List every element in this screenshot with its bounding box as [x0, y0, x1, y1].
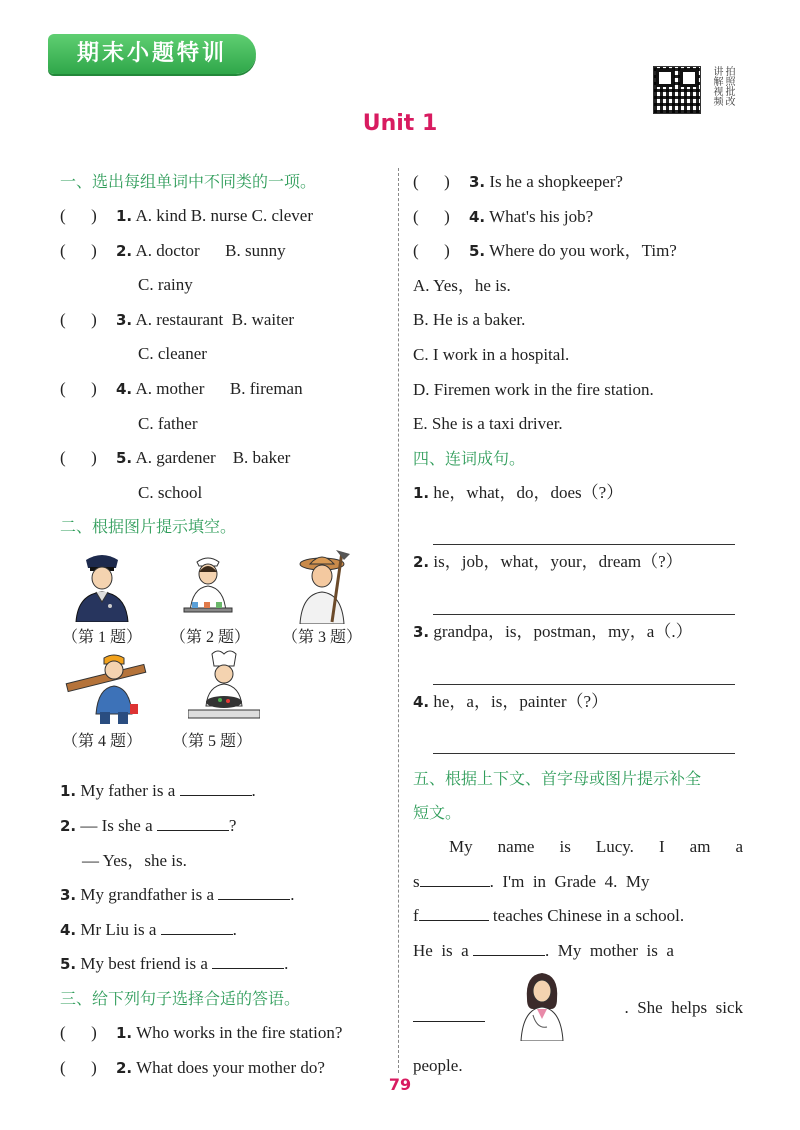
initial-letter: f [413, 906, 419, 926]
item-number: 2. [116, 241, 133, 260]
passage-text: . She helps sick [624, 997, 743, 1017]
answer-blank[interactable] [473, 941, 545, 956]
passage-line [413, 865, 743, 900]
fill-sentence [60, 844, 390, 879]
chef-picture [188, 650, 260, 722]
list-item: ( ) 3. A. restaurant B. waiter [60, 309, 295, 329]
fill-sentence [60, 947, 390, 982]
sentence-end: . [290, 885, 295, 905]
passage-text: . My mother is a [544, 940, 674, 960]
list-item [413, 615, 743, 650]
item-number: 3. [116, 310, 133, 329]
answer-blank[interactable] [157, 816, 229, 831]
fill-sentence [60, 913, 390, 948]
question-text: What does your mother do? [136, 1057, 325, 1077]
doctor-picture [517, 969, 567, 1046]
list-item: ( ) 4. A. mother B. fireman [60, 378, 303, 398]
item-number: 3. [469, 173, 486, 191]
column-divider [398, 168, 399, 1073]
right-column [413, 165, 743, 1083]
list-item: ( ) 4. What's his job? [413, 206, 594, 226]
section4-heading: 四、连词成句。 [413, 448, 526, 468]
sentence-end: . [251, 781, 256, 801]
list-item: ( ) 1. Who works in the fire station? [60, 1022, 343, 1042]
item-number: 4. [469, 207, 486, 226]
item-number: 5. [469, 242, 486, 261]
section5-heading-cont: 短文。 [413, 803, 462, 823]
passage-text: He is a [413, 940, 469, 960]
policeman-picture [72, 550, 132, 622]
sentence-text: My best friend is a [80, 954, 208, 974]
list-item: ( ) 2. What does your mother do? [60, 1057, 325, 1077]
passage-text: teaches Chinese in a school. [492, 906, 685, 926]
sentence-text: — Is she a [80, 815, 153, 835]
word-list: grandpa，is，postman，my，a（.） [433, 621, 693, 641]
item-options-cont: C. rainy [138, 275, 193, 295]
list-item [413, 545, 743, 580]
list-item [413, 685, 743, 720]
answer-line[interactable] [433, 719, 735, 754]
item-options: A. restaurant B. waiter [135, 309, 295, 329]
list-item: ( ) 5. Where do you work，Tim? [413, 241, 677, 261]
answer-option: D. Firemen work in the fire station. [413, 379, 654, 399]
section2-heading: 二、根据图片提示填空。 [60, 517, 237, 537]
cloze-passage [413, 830, 743, 1083]
item-number: 1. [60, 782, 77, 801]
fill-sentence [60, 809, 390, 844]
picture-caption: （第 4 题） [62, 733, 143, 751]
farmer-picture [292, 548, 354, 624]
passage-line [413, 969, 743, 1049]
answer-blank[interactable] [419, 906, 489, 921]
page-number: 79 [388, 1075, 412, 1094]
answer-option: E. She is a taxi driver. [413, 414, 563, 434]
item-options-cont: C. school [138, 482, 203, 502]
section1-heading: 一、选出每组单词中不同类的一项。 [60, 172, 317, 191]
section3-heading: 三、给下列句子选择合适的答语。 [60, 988, 301, 1008]
builder-picture [64, 652, 148, 724]
answer-line[interactable] [433, 580, 735, 615]
picture-caption: （第 2 题） [170, 629, 251, 647]
item-number: 2. [60, 816, 77, 835]
left-column [60, 165, 390, 1085]
answer-blank[interactable] [413, 1007, 485, 1022]
fill-sentence [60, 878, 390, 913]
passage-line: people. [413, 1055, 463, 1075]
item-options-cont: C. cleaner [138, 344, 207, 364]
answer-option: A. Yes，he is. [413, 275, 511, 295]
picture-caption: （第 1 题） [62, 629, 143, 647]
item-options: A. doctor B. sunny [135, 240, 286, 260]
passage-line [413, 899, 743, 934]
section5-heading: 五、根据上下文、首字母或图片提示补全 [413, 769, 702, 789]
list-item: ( ) 5. A. gardener B. baker [60, 448, 291, 468]
question-text: Is he a shopkeeper? [489, 172, 623, 191]
sentence-text: Mr Liu is a [80, 919, 157, 939]
item-number: 5. [60, 955, 77, 974]
question-text: Where do you work，Tim? [489, 241, 677, 261]
question-text: What's his job? [489, 206, 594, 226]
sentence-text: My grandfather is a [80, 885, 214, 905]
word-list: he，a，is，painter（?） [433, 691, 609, 711]
waitress-picture [180, 552, 236, 620]
item-options: A. kind B. nurse C. clever [135, 206, 313, 225]
item-options: A. gardener B. baker [135, 448, 291, 468]
fill-sentence [60, 774, 390, 809]
passage-text: . I'm in Grade 4. My [489, 871, 650, 891]
sentence-text: My father is a [80, 781, 176, 801]
word-list: is，job，what，your，dream（?） [433, 552, 683, 572]
item-number: 3. [60, 886, 77, 905]
item-options: A. mother B. fireman [135, 378, 303, 398]
qr-caption: 拍照批改讲解视频 [711, 66, 734, 106]
passage-line: My name is Lucy. I am a [449, 837, 743, 857]
picture-caption: （第 3 题） [282, 629, 363, 647]
item-number: 2. [413, 553, 430, 572]
sentence-text: — Yes，she is. [82, 850, 187, 870]
answer-option: B. He is a baker. [413, 310, 526, 330]
answer-blank[interactable] [161, 920, 233, 935]
answer-blank[interactable] [212, 954, 284, 969]
list-item [413, 476, 743, 511]
answer-line[interactable] [433, 650, 735, 685]
list-item: ( ) 2. A. doctor B. sunny [60, 240, 286, 260]
answer-blank[interactable] [420, 872, 490, 887]
section-banner: 期末小题特训 [48, 34, 256, 74]
item-options-cont: C. father [138, 413, 198, 433]
picture-prompts [60, 544, 390, 774]
item-number: 5. [116, 449, 133, 468]
item-number: 4. [60, 920, 77, 939]
item-number: 1. [116, 1023, 133, 1042]
list-item: ( ) 1. A. kind B. nurse C. clever [60, 206, 313, 225]
sentence-end: . [232, 919, 237, 939]
answer-blank[interactable] [180, 781, 252, 796]
item-number: 1. [413, 483, 430, 502]
sentence-end: . [284, 954, 289, 974]
answer-option: C. I work in a hospital. [413, 344, 570, 364]
sentence-end: ? [228, 815, 237, 835]
item-number: 4. [413, 692, 430, 711]
item-number: 2. [116, 1058, 133, 1077]
initial-letter: s [413, 871, 420, 891]
qr-code-icon[interactable] [653, 66, 701, 114]
item-number: 1. [116, 207, 133, 225]
item-number: 4. [116, 379, 133, 398]
picture-caption: （第 5 题） [172, 733, 253, 751]
passage-line [413, 934, 743, 969]
item-number: 3. [413, 622, 430, 641]
list-item: ( ) 3. Is he a shopkeeper? [413, 172, 623, 191]
question-text: Who works in the fire station? [136, 1022, 343, 1042]
answer-blank[interactable] [218, 885, 290, 900]
word-list: he，what，do，does（?） [433, 482, 624, 502]
answer-line[interactable] [433, 510, 735, 545]
page-title: Unit 1 [362, 111, 438, 136]
